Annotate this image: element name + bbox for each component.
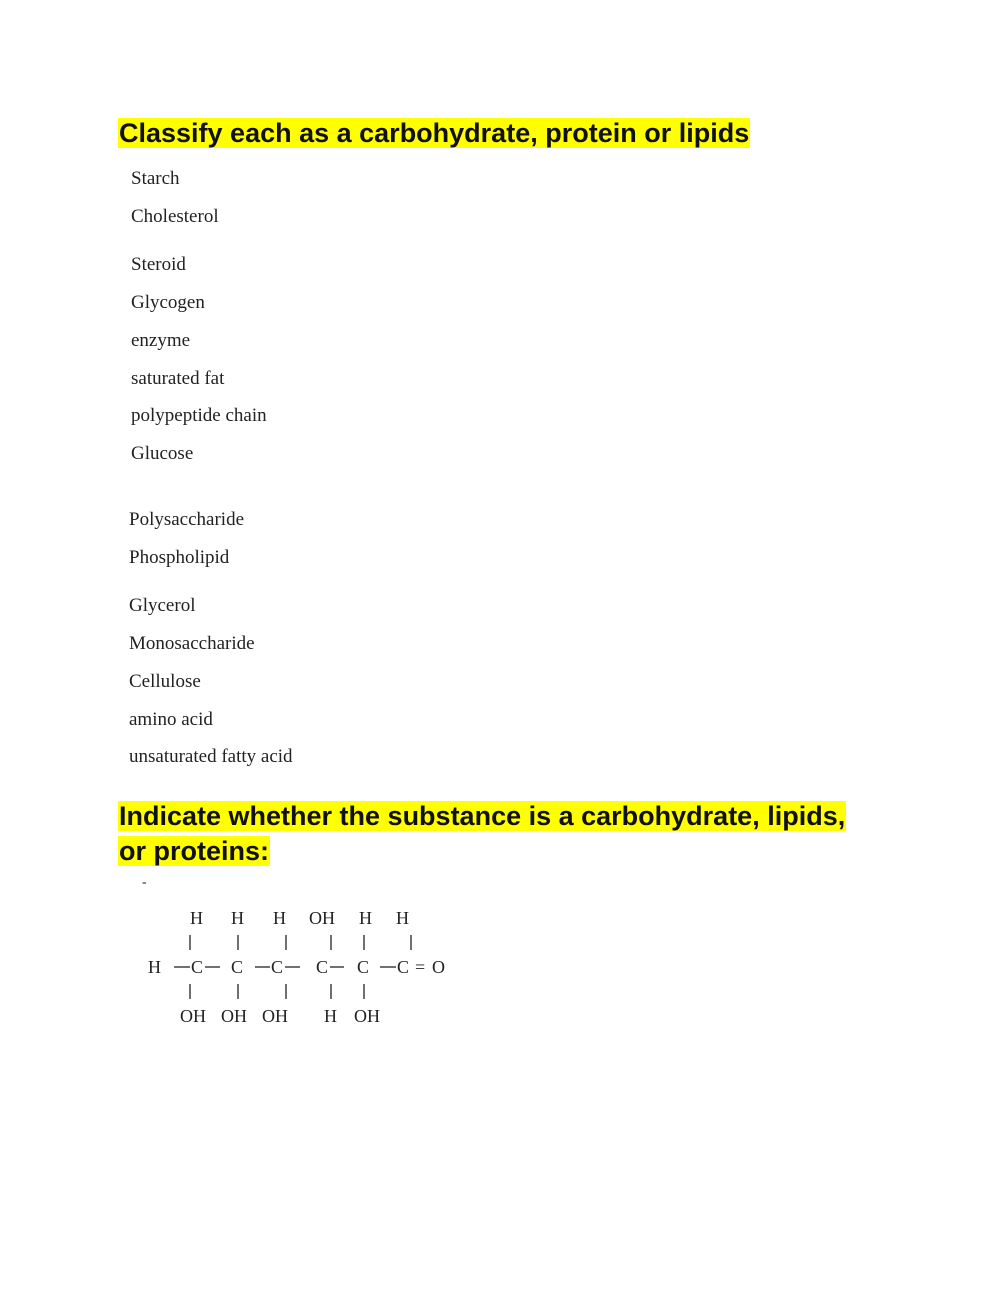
struct-chain-c1: C: [191, 957, 204, 977]
struct-bottom-oh-2: OH: [221, 1006, 247, 1026]
section2-heading: [118, 799, 846, 869]
term-starch: Starch: [131, 168, 180, 189]
struct-top-h-1: H: [190, 908, 203, 928]
term-cholesterol: Cholesterol: [131, 206, 219, 227]
term-glycerol: Glycerol: [129, 595, 196, 616]
struct-top-h-3: H: [273, 908, 286, 928]
struct-chain-o: O: [432, 957, 445, 977]
glucose-structure-diagram: [140, 895, 470, 1040]
struct-top-oh-4: OH: [309, 908, 335, 928]
struct-chain-c2: C: [231, 957, 244, 977]
struct-chain-c5: C: [357, 957, 370, 977]
section2-heading-line1: Indicate whether the substance is a carbohydrate, lipids,: [119, 801, 846, 831]
struct-chain-c4: C: [316, 957, 329, 977]
struct-top-h-5: H: [359, 908, 372, 928]
term-enzyme: enzyme: [131, 330, 191, 351]
term-glycogen: Glycogen: [131, 292, 205, 313]
term-amino-acid: amino acid: [129, 709, 213, 730]
term-phospholipid: Phospholipid: [129, 547, 230, 568]
section1-heading: [118, 116, 750, 151]
term-steroid: Steroid: [131, 254, 186, 275]
term-glucose: Glucose: [131, 443, 194, 464]
list-marker: -: [142, 875, 147, 890]
struct-chain-h: H: [148, 957, 161, 977]
term-cellulose: Cellulose: [129, 671, 201, 692]
term-polypeptide-chain: polypeptide chain: [131, 405, 267, 426]
struct-bottom-oh-1: OH: [180, 1006, 206, 1026]
struct-bottom-h-4: H: [324, 1006, 337, 1026]
section2-heading-line2: or proteins:: [119, 836, 270, 866]
term-polysaccharide: Polysaccharide: [129, 509, 245, 530]
term-monosaccharide: Monosaccharide: [129, 633, 255, 654]
struct-bottom-oh-3: OH: [262, 1006, 288, 1026]
struct-top-h-2: H: [231, 908, 244, 928]
struct-double-bond: =: [415, 957, 426, 977]
struct-bottom-oh-5: OH: [354, 1006, 380, 1026]
struct-chain-c3: C: [271, 957, 284, 977]
term-saturated-fat: saturated fat: [131, 368, 225, 389]
struct-top-h-6: H: [396, 908, 409, 928]
term-unsaturated-fatty-acid: unsaturated fatty acid: [129, 746, 293, 767]
section1-heading-text: Classify each as a carbohydrate, protein or lipids: [119, 118, 750, 148]
struct-chain-c6: C: [397, 957, 410, 977]
